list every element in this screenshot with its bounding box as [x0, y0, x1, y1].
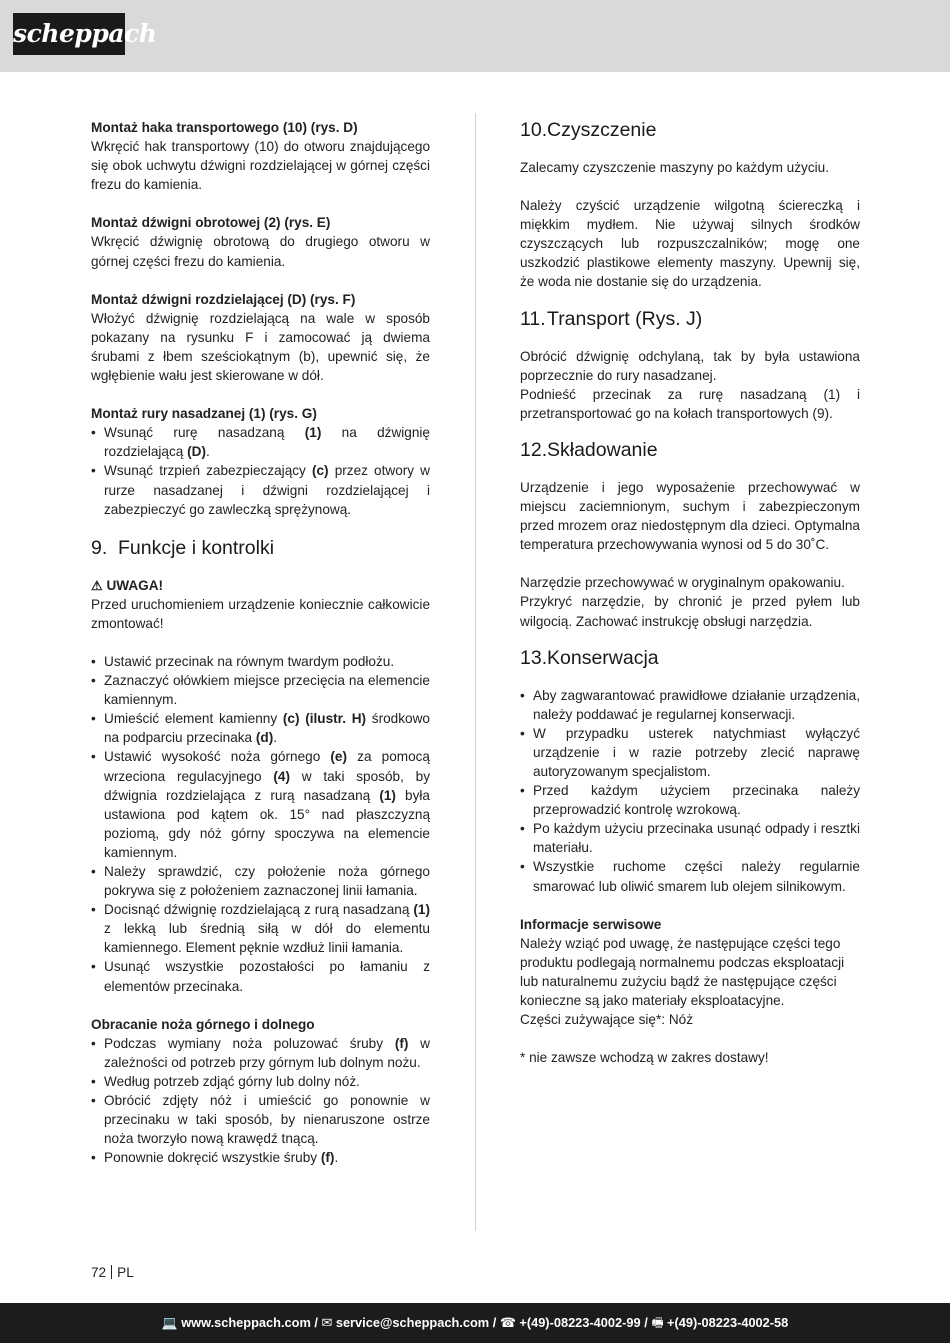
list-item: • Ustawić wysokość noża górnego (e) za pomocą wrzeciona regulacyjnego (4) w taki sposób, by dźwignia rozdzielająca z rurą nasadzaną (1) była ustawiona pod kątem ok. 15° nad płaszczyzną poziomą, gdy nóż górny spoczywa na elemencie kamiennym. [91, 747, 430, 862]
email-link[interactable]: service@scheppach.com / [335, 1315, 497, 1330]
list-item: • Usunąć wszystkie pozostałości po łamaniu z elementów przecinaka. [91, 957, 430, 995]
bullet-list [91, 423, 430, 518]
left-column [91, 118, 430, 1167]
section-title: Montaż dźwigni rozdzielającej (D) (rys. F) [91, 291, 356, 307]
paragraph: Narzędzie przechowywać w oryginalnym opakowaniu. [520, 575, 845, 591]
bullet-list [520, 686, 860, 896]
paragraph: Włożyć dźwignię rozdzielającą na wale w sposób pokazany na rysunku F i zamocować ją dwiema śrubami z łbem sześciokątnym (b), upewnić się, że wgłębienie wału jest skierowane w dół. [91, 310, 430, 384]
computer-icon: 💻 [161, 1315, 178, 1330]
list-item: • Umieścić element kamienny (c) (ilustr. H) środkowo na podparciu przecinaka (d). [91, 709, 430, 747]
paragraph: Przykryć narzędzie, by chronić je przed pyłem lub wilgocią. Zachować instrukcję obsługi narzędzia. [520, 594, 860, 629]
website-link[interactable]: www.scheppach.com / [181, 1315, 318, 1330]
list-item: • Aby zagwarantować prawidłowe działanie urządzenia, należy poddawać je regularnej konserwacji. [520, 686, 860, 724]
paragraph: Części zużywające się*: Nóż [520, 1012, 694, 1028]
mail-icon: ✉ [321, 1315, 333, 1330]
paragraph: Urządzenie i jego wyposażenie przechowywać w miejscu zaciemnionym, suchym i zabezpieczonym przed mrozem oraz niedostępnym dla dzieci. Optymalna temperatura przechowywania wynosi od 5 do 30˚C. [520, 479, 860, 553]
warning-label: ⚠ UWAGA! [91, 577, 164, 593]
heading-section-12: 12.Składowanie [520, 438, 658, 461]
paragraph: Należy czyścić urządzenie wilgotną ściereczką i miękkim mydłem. Nie używaj silnych środków czyszczących lub rozpuszczalników; mogę one uszkodzić plastikowe elementy maszyny. Upewnij się, że woda nie dostanie się do urządzenia. [520, 198, 860, 290]
list-item: • Ustawić przecinak na równym twardym podłożu. [91, 652, 430, 671]
right-column [520, 118, 860, 1067]
list-item: • Wsunąć rurę nasadzaną (1) na dźwignię rozdzielającą (D). [91, 423, 430, 461]
section-title: Montaż dźwigni obrotowej (2) (rys. E) [91, 215, 331, 231]
paragraph: Podnieść przecinak za rurę nasadzaną (1) i przetransportować go na kołach transportowych (9). [520, 386, 860, 421]
paragraph: Należy wziąć pod uwagę, że następujące części tego produktu podlegają normalnemu podczas eksploatacji lub naturalnemu zużyciu bądź że następujące części konieczne są jako materiały eksploatacyjne. [520, 935, 845, 1008]
heading-section-11: 11.Transport (Rys. J) [520, 307, 703, 330]
section-title: Montaż haka transportowego (10) (rys. D) [91, 120, 358, 135]
heading-section-9: 9. Funkcje i kontrolki [91, 536, 275, 559]
scheppach-logo: scheppach [13, 13, 125, 55]
list-item: • Podczas wymiany noża poluzować śruby (f) w zależności od potrzeb przy górnym lub dolnym nożu. [91, 1034, 430, 1072]
list-item: • Wszystkie ruchome części należy regularnie smarować lub oliwić smarem lub olejem silnikowym. [520, 857, 860, 895]
page-header [0, 0, 950, 72]
list-item: • Po każdym użyciu przecinaka usunąć odpady i resztki materiału. [520, 819, 860, 857]
list-item: • Należy sprawdzić, czy położenie noża górnego pokrywa się z położeniem zaznaczonej linii łamania. [91, 862, 430, 900]
fax-number: +(49)-08223-4002-58 [666, 1315, 789, 1330]
separator [111, 1265, 112, 1279]
heading-section-10: 10.Czyszczenie [520, 119, 657, 141]
fax-icon: 🖷 [651, 1315, 664, 1330]
paragraph: Wkręcić dźwignię obrotową do drugiego otworu w górnej części frezu do kamienia. [91, 234, 430, 269]
list-item: • Wsunąć trzpień zabezpieczający (c) przez otwory w rurze nasadzanej i dźwigni rozdzielającej i zabezpieczyć go zawleczką sprężynową. [91, 461, 430, 518]
page-number: 72 PL [91, 1265, 134, 1280]
column-divider [475, 113, 476, 1231]
list-item: • Zaznaczyć ołówkiem miejsce przecięcia na elemencie kamiennym. [91, 671, 430, 709]
bullet-list [91, 652, 430, 996]
warning-text: Przed uruchomieniem urządzenie koniecznie całkowicie zmontować! [91, 596, 430, 631]
list-item: • Docisnąć dźwignię rozdzielającą z rurą nasadzaną (1) z lekką lub średnią siłą w dół do elementu kamiennego. Element pęknie wzdłuż linii łamania. [91, 900, 430, 957]
paragraph: Zalecamy czyszczenie maszyny po każdym użyciu. [520, 160, 829, 175]
list-item: • W przypadku usterek natychmiast wyłączyć urządzenie i w razie potrzeby zlecić naprawę autoryzowanym specjalistom. [520, 724, 860, 781]
footnote: * nie zawsze wchodzą w zakres dostawy! [520, 1050, 769, 1066]
list-item: • Przed każdym użyciem przecinaka należy przeprowadzić kontrolę wzrokową. [520, 781, 860, 819]
bullet-list [91, 1034, 430, 1168]
contact-footer [0, 1303, 950, 1343]
section-title: Obracanie noża górnego i dolnego [91, 1016, 315, 1032]
paragraph: Wkręcić hak transportowy (10) do otworu znajdującego się obok uchwytu dźwigni rozdzielającej w górnej części frezu do kamienia. [91, 139, 430, 193]
list-item: • Ponownie dokręcić wszystkie śruby (f). [91, 1148, 430, 1167]
phone-icon: ☎ [499, 1315, 516, 1330]
list-item: • Obrócić zdjęty nóż i umieścić go ponownie w przecinaku w taki sposób, by nienaruszone ostrze noża tworzyło nową krawędź tnącą. [91, 1091, 430, 1148]
paragraph: Obrócić dźwignię odchylaną, tak by była ustawiona poprzecznie do rury nasadzanej. [520, 348, 860, 383]
warning-icon: ⚠ [91, 577, 103, 593]
phone-number: +(49)-08223-4002-99 / [519, 1315, 648, 1330]
list-item: • Według potrzeb zdjąć górny lub dolny nóż. [91, 1072, 430, 1091]
heading-section-13: 13.Konserwacja [520, 646, 659, 669]
section-title: Montaż rury nasadzanej (1) (rys. G) [91, 406, 317, 422]
section-title: Informacje serwisowe [520, 916, 662, 932]
